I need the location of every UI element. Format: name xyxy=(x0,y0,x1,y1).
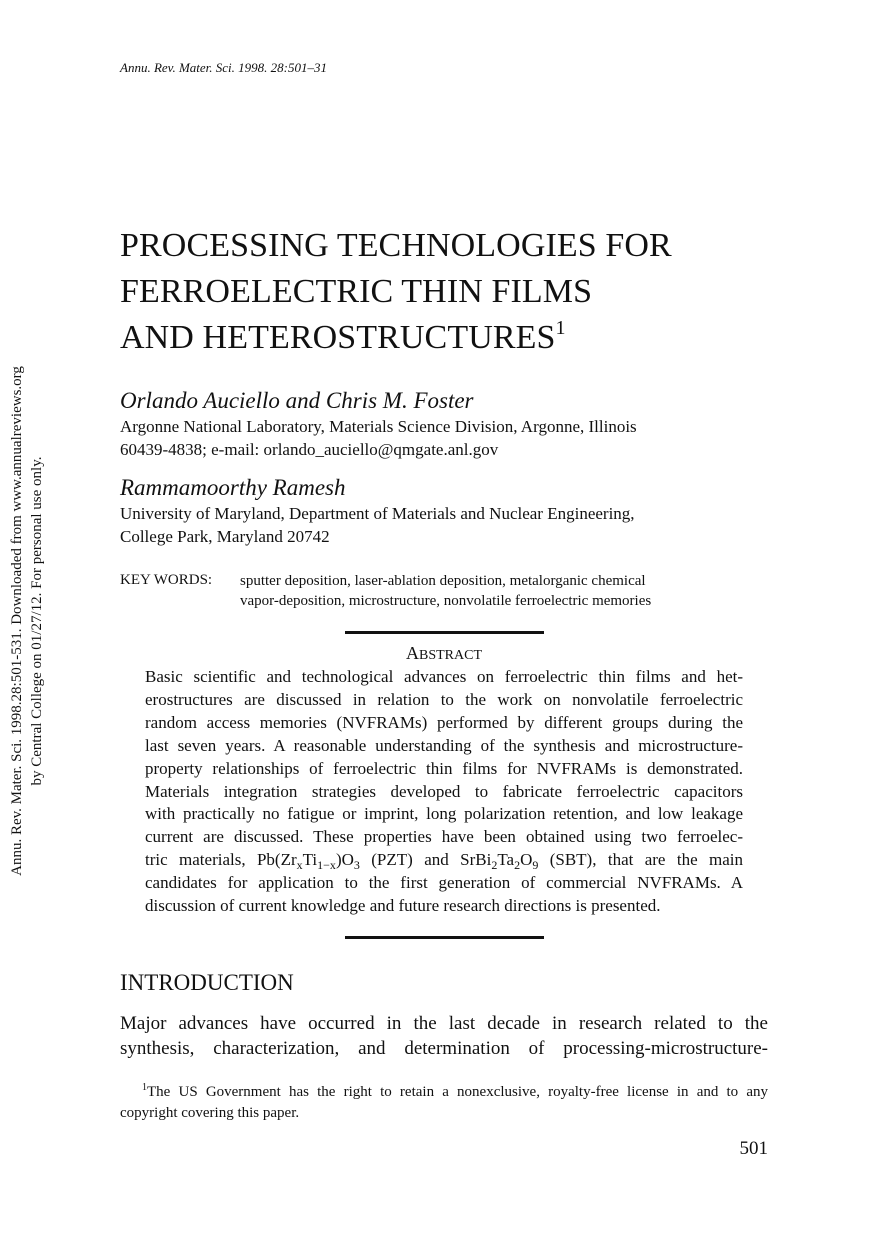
abstract-line: Materials integration strategies developed to fabricate ferroelectric capacitors xyxy=(145,781,743,801)
abstract-line: random access memories (NVFRAMs) performed by different groups during the xyxy=(145,712,743,732)
introduction-body xyxy=(120,1011,768,1061)
download-watermark-text xyxy=(7,336,47,906)
authors-group-1: Orlando Auciello and Chris M. Foster xyxy=(120,388,474,413)
affiliation-line: 60439-4838; e-mail: orlando_auciello@qmgate.anl.gov xyxy=(120,439,499,459)
abstract-line: candidates for application to the first generation of commercial NVFRAMs. A xyxy=(145,873,743,893)
abstract-line: discussion of current knowledge and future research directions is presented. xyxy=(145,896,661,916)
affiliation-line: College Park, Maryland 20742 xyxy=(120,526,330,546)
title-footnote-mark[interactable]: 1 xyxy=(555,317,566,339)
keywords-line: vapor-deposition, microstructure, nonvolatile ferroelectric memories xyxy=(240,592,652,609)
abstract-bottom-rule xyxy=(345,936,544,939)
abstract-line: current are discussed. These properties have been obtained using two ferroelec- xyxy=(145,827,743,847)
intro-line: synthesis, characterization, and determination of processing-microstructure- xyxy=(120,1038,768,1059)
abstract-body xyxy=(145,666,743,918)
keywords-list xyxy=(240,572,651,611)
page-number: 501 xyxy=(739,1138,768,1159)
keywords-line: sputter deposition, laser-ablation deposition, metalorganic chemical xyxy=(240,573,646,589)
introduction-heading: INTRODUCTION xyxy=(120,970,294,995)
abstract-line: with practically no fatigue or imprint, long polarization retention, and low leakage xyxy=(145,804,743,824)
title-line: AND HETEROSTRUCTURES$^1$ xyxy=(120,317,566,356)
affiliation-group-1 xyxy=(120,416,740,461)
authors-group-2: Rammamoorthy Ramesh xyxy=(120,475,346,500)
abstract-top-rule xyxy=(345,631,544,634)
keywords-label: KEY WORDS: xyxy=(120,572,213,588)
abstract-line: Basic scientific and technological advances on ferroelectric thin films and het- xyxy=(145,667,743,686)
footnote xyxy=(120,1082,768,1124)
watermark-line: by Central College on 01/27/12. For personal use only. xyxy=(29,456,45,786)
footnote-line: $^1$The US Government has the right to retain a nonexclusive, royalty-free license in and to any xyxy=(142,1082,768,1100)
abstract-formula-line: tric materials, $Pb(Zr_xTi_{1-x})O_3$ (PZT) and $SrBi_2Ta_2O_9$ (SBT), that are the main xyxy=(145,850,743,873)
abstract-line: property relationships of ferroelectric thin films for NVFRAMs is demonstrated. xyxy=(145,758,743,778)
abstract-line: erostructures are discussed in relation to the work on nonvolatile ferroelectric xyxy=(145,689,743,709)
affiliation-line: University of Maryland, Department of Materials and Nuclear Engineering, xyxy=(120,504,635,523)
affiliation-group-2 xyxy=(120,503,740,548)
affiliation-line: Argonne National Laboratory, Materials Science Division, Argonne, Illinois xyxy=(120,417,637,436)
title-line: FERROELECTRIC THIN FILMS xyxy=(120,273,593,310)
abstract-line: last seven years. A reasonable understanding of the synthesis and microstructure- xyxy=(145,735,743,755)
watermark-line: Annu. Rev. Mater. Sci. 1998.28:501-531. Downloaded from www.annualreviews.org xyxy=(9,366,25,876)
footnote-mark: 1 xyxy=(142,1082,147,1093)
journal-citation: Annu. Rev. Mater. Sci. 1998. 28:501–31 xyxy=(120,60,327,75)
intro-line: Major advances have occurred in the last decade in research related to the xyxy=(120,1013,768,1034)
footnote-line: copyright covering this paper. xyxy=(120,1105,300,1121)
article-title xyxy=(120,223,800,361)
title-line: PROCESSING TECHNOLOGIES FOR xyxy=(120,227,672,264)
abstract-heading: ABSTRACT xyxy=(405,643,482,663)
